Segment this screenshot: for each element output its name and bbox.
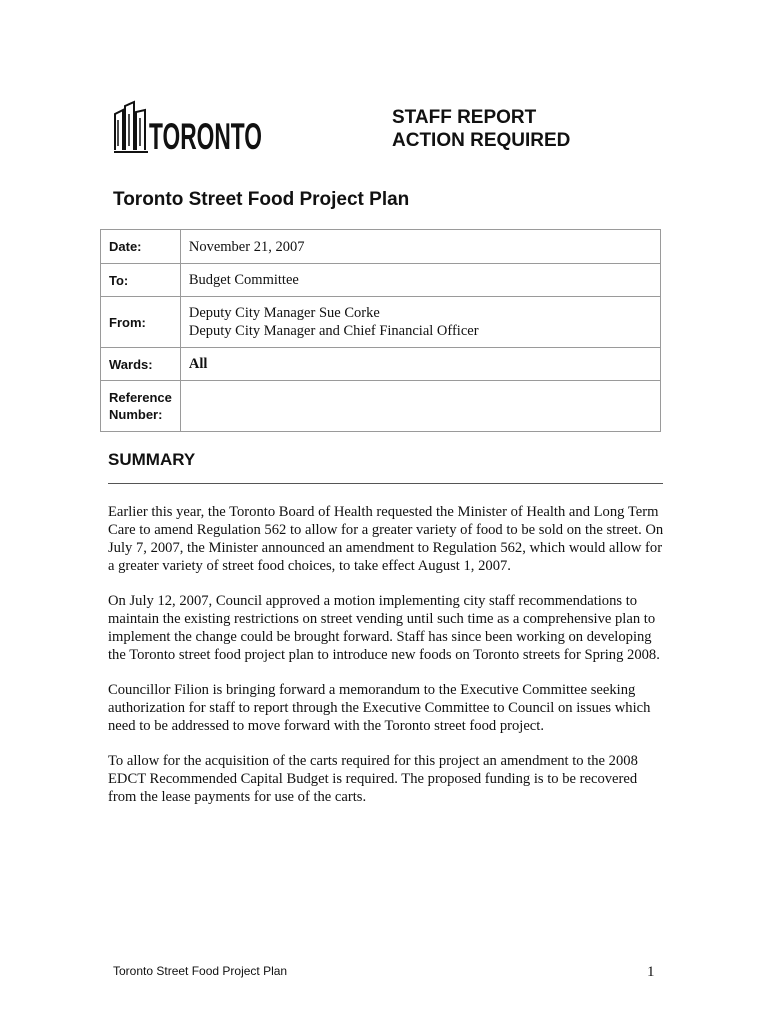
svg-text:TORONTO: TORONTO — [149, 116, 262, 157]
table-row-wards — [101, 348, 661, 381]
to-label: To: — [101, 264, 181, 297]
report-type-line-1: STAFF REPORT — [392, 107, 537, 128]
section-divider — [108, 483, 663, 484]
report-type-heading — [392, 106, 570, 152]
summary-heading: SUMMARY — [108, 450, 196, 469]
to-value: Budget Committee — [180, 264, 660, 297]
wards-value: All — [180, 348, 660, 381]
from-value-line-2: Deputy City Manager and Chief Financial Officer — [188, 323, 479, 339]
summary-body — [108, 503, 668, 823]
table-row-from — [101, 297, 661, 348]
reference-label-line-1: Reference — [109, 390, 172, 405]
from-value-line-1: Deputy City Manager Sue Corke — [188, 305, 380, 321]
table-row-to — [101, 264, 661, 297]
date-value: November 21, 2007 — [180, 230, 660, 264]
document-title: Toronto Street Food Project Plan — [113, 189, 410, 210]
summary-paragraph-2: On July 12, 2007, Council approved a motion implementing city staff recommendations to maintain the existing restrictions on street vending until such time as a comprehensive plan to implement the change could be brought forward. Staff has since been working on developing the Toronto street food project plan to introduce new foods on Toronto streets for Spring 2008. — [108, 593, 660, 663]
summary-paragraph-4: To allow for the acquisition of the carts required for this project an amendment to the 2008 EDCT Recommended Capital Budget is required. The proposed funding is to be recovered from the lease payments for use of the carts. — [108, 753, 638, 805]
reference-number-label — [101, 381, 181, 432]
wards-label: Wards: — [101, 348, 181, 381]
report-type-line-2: ACTION REQUIRED — [392, 130, 571, 151]
date-label: Date: — [101, 230, 181, 264]
summary-paragraph-3: Councillor Filion is bringing forward a memorandum to the Executive Committee seeking authorization for staff to report through the Executive Committee to Council on issues which need to be addressed to move forward with the Toronto street food project. — [108, 682, 651, 734]
from-label: From: — [101, 297, 181, 348]
city-hall-icon — [112, 100, 267, 156]
report-metadata-table — [100, 229, 661, 432]
toronto-logo — [112, 100, 267, 156]
footer-document-title: Toronto Street Food Project Plan — [113, 964, 288, 978]
summary-paragraph-1: Earlier this year, the Toronto Board of Health requested the Minister of Health and Long Term Care to amend Regulation 562 to allow for a greater variety of food to be sold on the street. On July 7, 2007, the Minister announced an amendment to Regulation 562, which would allow for a greater variety of street food choices, to take effect August 1, 2007. — [108, 504, 664, 574]
reference-number-value — [180, 381, 660, 432]
from-value — [180, 297, 660, 348]
reference-label-line-2: Number: — [109, 407, 163, 422]
page-number: 1 — [647, 964, 655, 980]
table-row-reference — [101, 381, 661, 432]
table-row-date — [101, 230, 661, 264]
